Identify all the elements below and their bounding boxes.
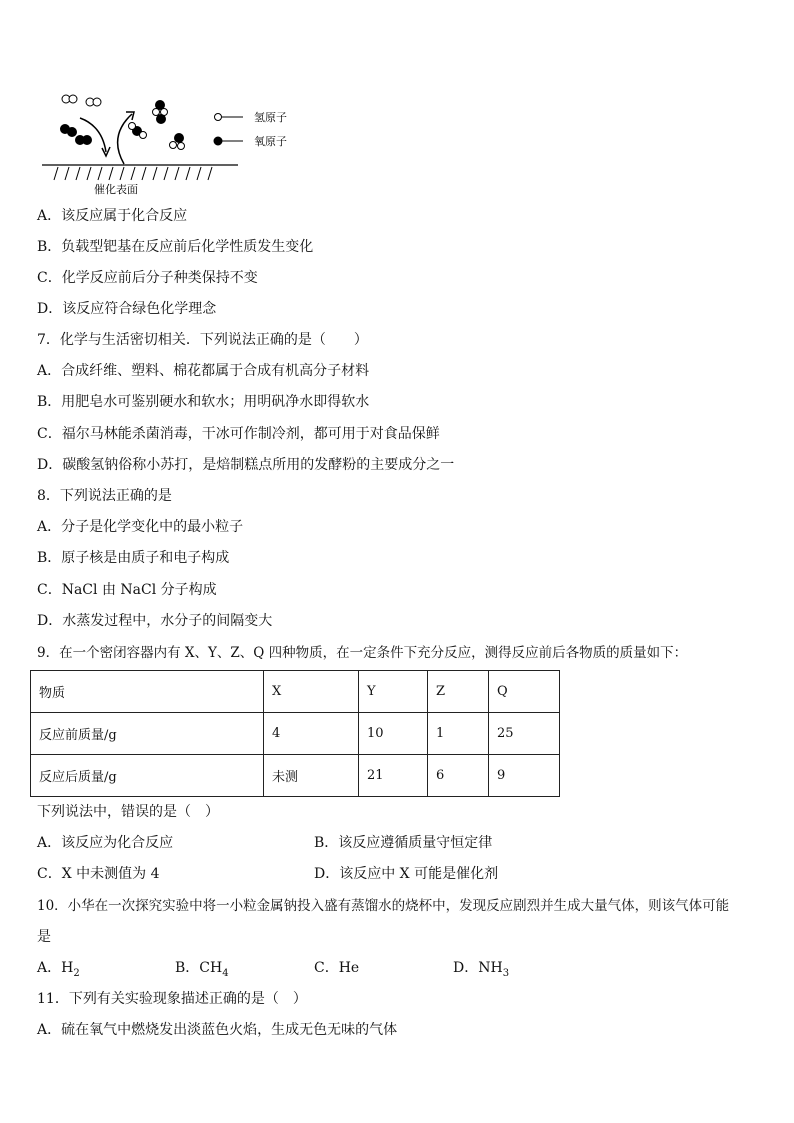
table-cell: Q <box>489 671 560 713</box>
surface-label: 催化表面 <box>94 183 138 196</box>
q10-stem-line2: 是 <box>37 929 51 945</box>
q9-stem: 9．在一个密闭容器内有 X、Y、Z、Q 四种物质，在一定条件下充分反应，测得反应前后各物质的质量如下： <box>37 645 688 661</box>
oxygen-legend-icon <box>214 137 222 145</box>
table-cell: 9 <box>489 755 560 797</box>
q9-option-b: B．该反应遵循质量守恒定律 <box>314 835 493 851</box>
table-cell: 4 <box>264 713 359 755</box>
adsorption-arrow <box>80 118 106 152</box>
q7-option-c: C．福尔马林能杀菌消毒，干冰可作制冷剂，都可用于对食品保鲜 <box>37 426 440 442</box>
q6-option-a: A．该反应属于化合反应 <box>37 208 188 224</box>
table-cell: 物质 <box>31 671 264 713</box>
q8-option-a: A．分子是化学变化中的最小粒子 <box>37 519 244 535</box>
water-molecule <box>129 101 185 150</box>
table-cell: 21 <box>359 755 428 797</box>
q11-option-a: A．硫在氧气中燃烧发出淡蓝色火焰，生成无色无味的气体 <box>37 1022 398 1038</box>
oxygen-molecule <box>61 125 92 145</box>
q9-option-d: D．该反应中 X 可能是催化剂 <box>314 866 499 882</box>
table-cell: X <box>264 671 359 713</box>
q9-option-c: C．X 中未测值为 4 <box>37 866 160 882</box>
q10-option-a: A．$H_2$ <box>37 960 80 979</box>
table-cell: 10 <box>359 713 428 755</box>
desorption-arrow <box>118 114 132 164</box>
table-cell: 未测 <box>264 755 359 797</box>
legend-hydrogen: 氢原子 <box>254 111 287 124</box>
legend-oxygen: 氧原子 <box>254 135 287 148</box>
hydrogen-molecule <box>62 95 101 106</box>
q9-option-a: A．该反应为化合反应 <box>37 835 174 851</box>
table-header-row <box>31 671 560 713</box>
table-row <box>31 713 560 755</box>
q10-option-d: D．$NH_3$ <box>453 960 510 979</box>
q8-option-c: C．NaCl 由 NaCl 分子构成 <box>37 582 217 598</box>
q6-option-d: D．该反应符合绿色化学理念 <box>37 301 217 317</box>
q10-option-c: C．He <box>314 960 360 976</box>
q7-stem: 7．化学与生活密切相关．下列说法正确的是（ ） <box>37 332 368 348</box>
table-cell: 6 <box>428 755 489 797</box>
q8-option-b: B．原子核是由质子和电子构成 <box>37 550 230 566</box>
q6-option-b: B．负载型钯基在反应前后化学性质发生变化 <box>37 239 314 255</box>
mass-table <box>30 670 560 797</box>
q6-option-c: C．化学反应前后分子种类保持不变 <box>37 270 258 286</box>
table-cell: Y <box>359 671 428 713</box>
catalytic-surface-diagram <box>40 92 310 197</box>
table-row <box>31 755 560 797</box>
table-cell: 反应前质量/g <box>31 713 264 755</box>
table-cell: 25 <box>489 713 560 755</box>
legend <box>214 110 287 148</box>
q8-option-d: D．水蒸发过程中，水分子的间隔变大 <box>37 613 273 629</box>
q7-option-d: D．碳酸氢钠俗称小苏打，是焙制糕点所用的发酵粉的主要成分之一 <box>37 457 455 473</box>
surface-hatching <box>54 167 212 180</box>
table-cell: 反应后质量/g <box>31 755 264 797</box>
table-cell: Z <box>428 671 489 713</box>
table-cell: 1 <box>428 713 489 755</box>
q8-stem: 8．下列说法正确的是 <box>37 488 172 504</box>
q10-stem-line1: 10．小华在一次探究实验中将一小粒金属钠投入盛有蒸馏水的烧杯中，发现反应剧烈并生成大量气体，则该气体可能 <box>37 898 730 914</box>
hydrogen-legend-icon <box>215 114 222 121</box>
q11-stem: 11．下列有关实验现象描述正确的是（ ） <box>37 991 307 1007</box>
q7-option-b: B．用肥皂水可鉴别硬水和软水；用明矾净水即得软水 <box>37 394 370 410</box>
q10-option-b: B．$CH_4$ <box>175 960 229 979</box>
q7-option-a: A．合成纤维、塑料、棉花都属于合成有机高分子材料 <box>37 363 370 379</box>
q9-question: 下列说法中，错误的是（ ） <box>37 804 219 820</box>
